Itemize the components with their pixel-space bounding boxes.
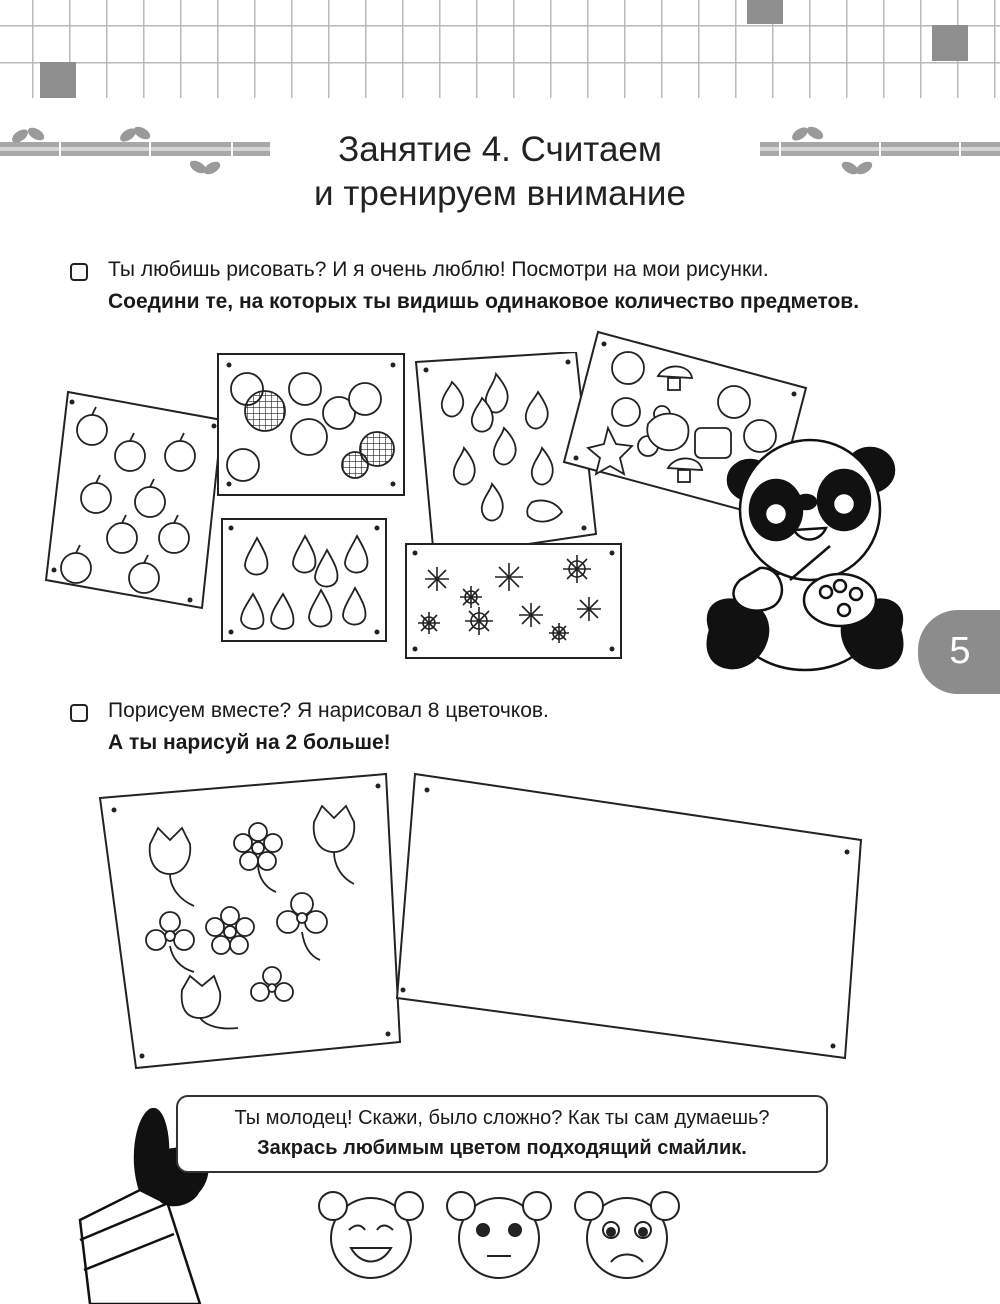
reflection-bubble [176, 1095, 828, 1173]
title-line-1: Занятие 4. Считаем [338, 130, 662, 169]
smiley-neutral-icon [447, 1192, 551, 1278]
task2-instruction [108, 695, 808, 759]
task1-instruction [108, 254, 928, 318]
task1-text: Ты любишь рисовать? И я очень люблю! Посмотри на мои рисунки. [108, 258, 769, 281]
card-flowers[interactable] [96, 772, 402, 1072]
panda-illustration [690, 430, 920, 700]
task2-text: Порисуем вместе? Я нарисовал 8 цветочков. [108, 699, 549, 722]
page-title [0, 128, 1000, 216]
card-drops-drawing [221, 518, 387, 642]
grid-filled-cell [40, 62, 76, 98]
smiley-row [315, 1186, 695, 1286]
task1-checkbox[interactable] [70, 263, 88, 281]
reflection-bold-text: Закрась любимым цветом подходящий смайлик. [257, 1137, 747, 1159]
card-apples[interactable] [40, 380, 230, 620]
title-line-2: и тренируем внимание [314, 174, 686, 213]
page-number: 5 [949, 630, 971, 672]
smiley-happy-icon [319, 1192, 423, 1278]
reflection-text: Ты молодец! Скажи, было сложно? Как ты сам думаешь? [234, 1107, 770, 1129]
task2-bold-text: А ты нарисуй на 2 больше! [108, 731, 391, 754]
task2-checkbox[interactable] [70, 704, 88, 722]
card-blank-drawing-area[interactable] [395, 772, 865, 1062]
task1-bold-text: Соедини те, на которых ты видишь одинаковое количество предметов. [108, 290, 860, 313]
top-grid-decoration [0, 0, 1000, 98]
smiley-sad-icon [575, 1192, 679, 1278]
grid-filled-cell [932, 25, 968, 61]
card-circles-drawing [217, 353, 405, 496]
card-snowflakes-drawing [405, 543, 622, 659]
grid-filled-cell [747, 0, 783, 24]
